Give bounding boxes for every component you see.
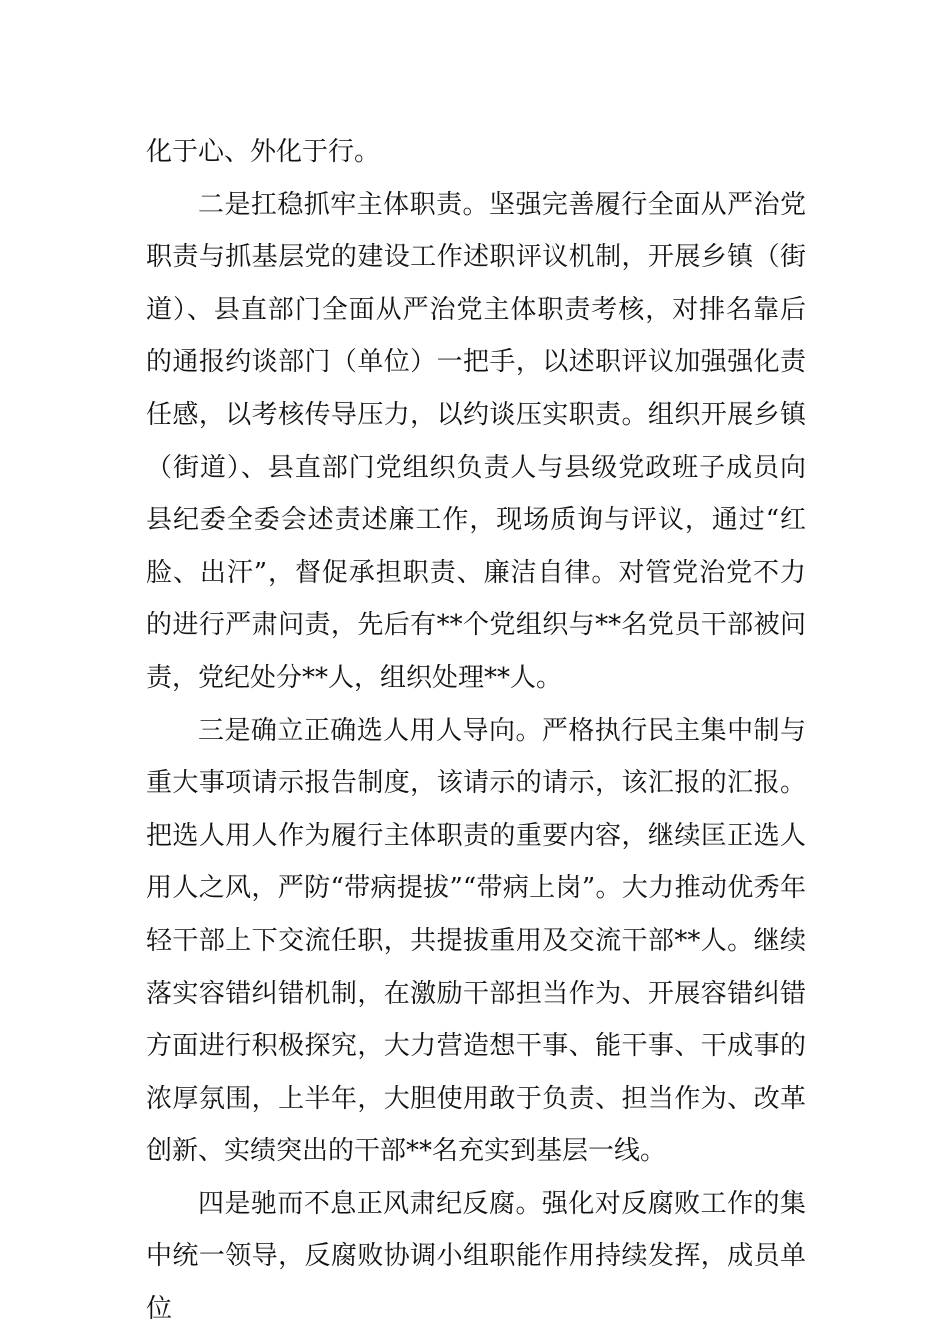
paragraph-continuation: 化于心、外化于行。: [146, 137, 381, 167]
paragraph-main-responsibility: 二是扛稳抓牢主体职责。坚强完善履行全面从严治党职责与抓基层党的建设工作述职评议机制，开展乡镇（街道）、县直部门全面从严治党主体职责考核，对排名靠后的通报约谈部门（单位）一把手，以述职评议加强强化责任感，以考核传导压力，以约谈压实职责。组织开展乡镇（街道）、县直部门党组织负责人与县级党政班子成员向县纪委全委会述责述廉工作，现场质询与评议，通过“红脸、出汗”，督促承担职责、廉洁自律。对管党治党不力的进行严肃问责，先后有**个党组织与**名党员干部被问责，党纪处分**人，组织处理**人。: [146, 189, 806, 693]
paragraph-anti-corruption: 四是驰而不息正风肃纪反腐。强化对反腐败工作的集中统一领导，反腐败协调小组职能作用持续发挥，成员单位: [146, 1188, 806, 1325]
document-body: [146, 126, 806, 1336]
paragraph-personnel-selection: 三是确立正确选人用人导向。严格执行民主集中制与重大事项请示报告制度，该请示的请示，该汇报的汇报。把选人用人作为履行主体职责的重要内容，继续匡正选人用人之风，严防“带病提拔”“带病上岗”。大力推动优秀年轻干部上下交流任职，共提拔重用及交流干部**人。继续落实容错纠错机制，在激励干部担当作为、开展容错纠错方面进行积极探究，大力营造想干事、能干事、干成事的浓厚氛围，上半年，大胆使用敢于负责、担当作为、改革创新、实绩突出的干部**名充实到基层一线。: [146, 715, 806, 1167]
